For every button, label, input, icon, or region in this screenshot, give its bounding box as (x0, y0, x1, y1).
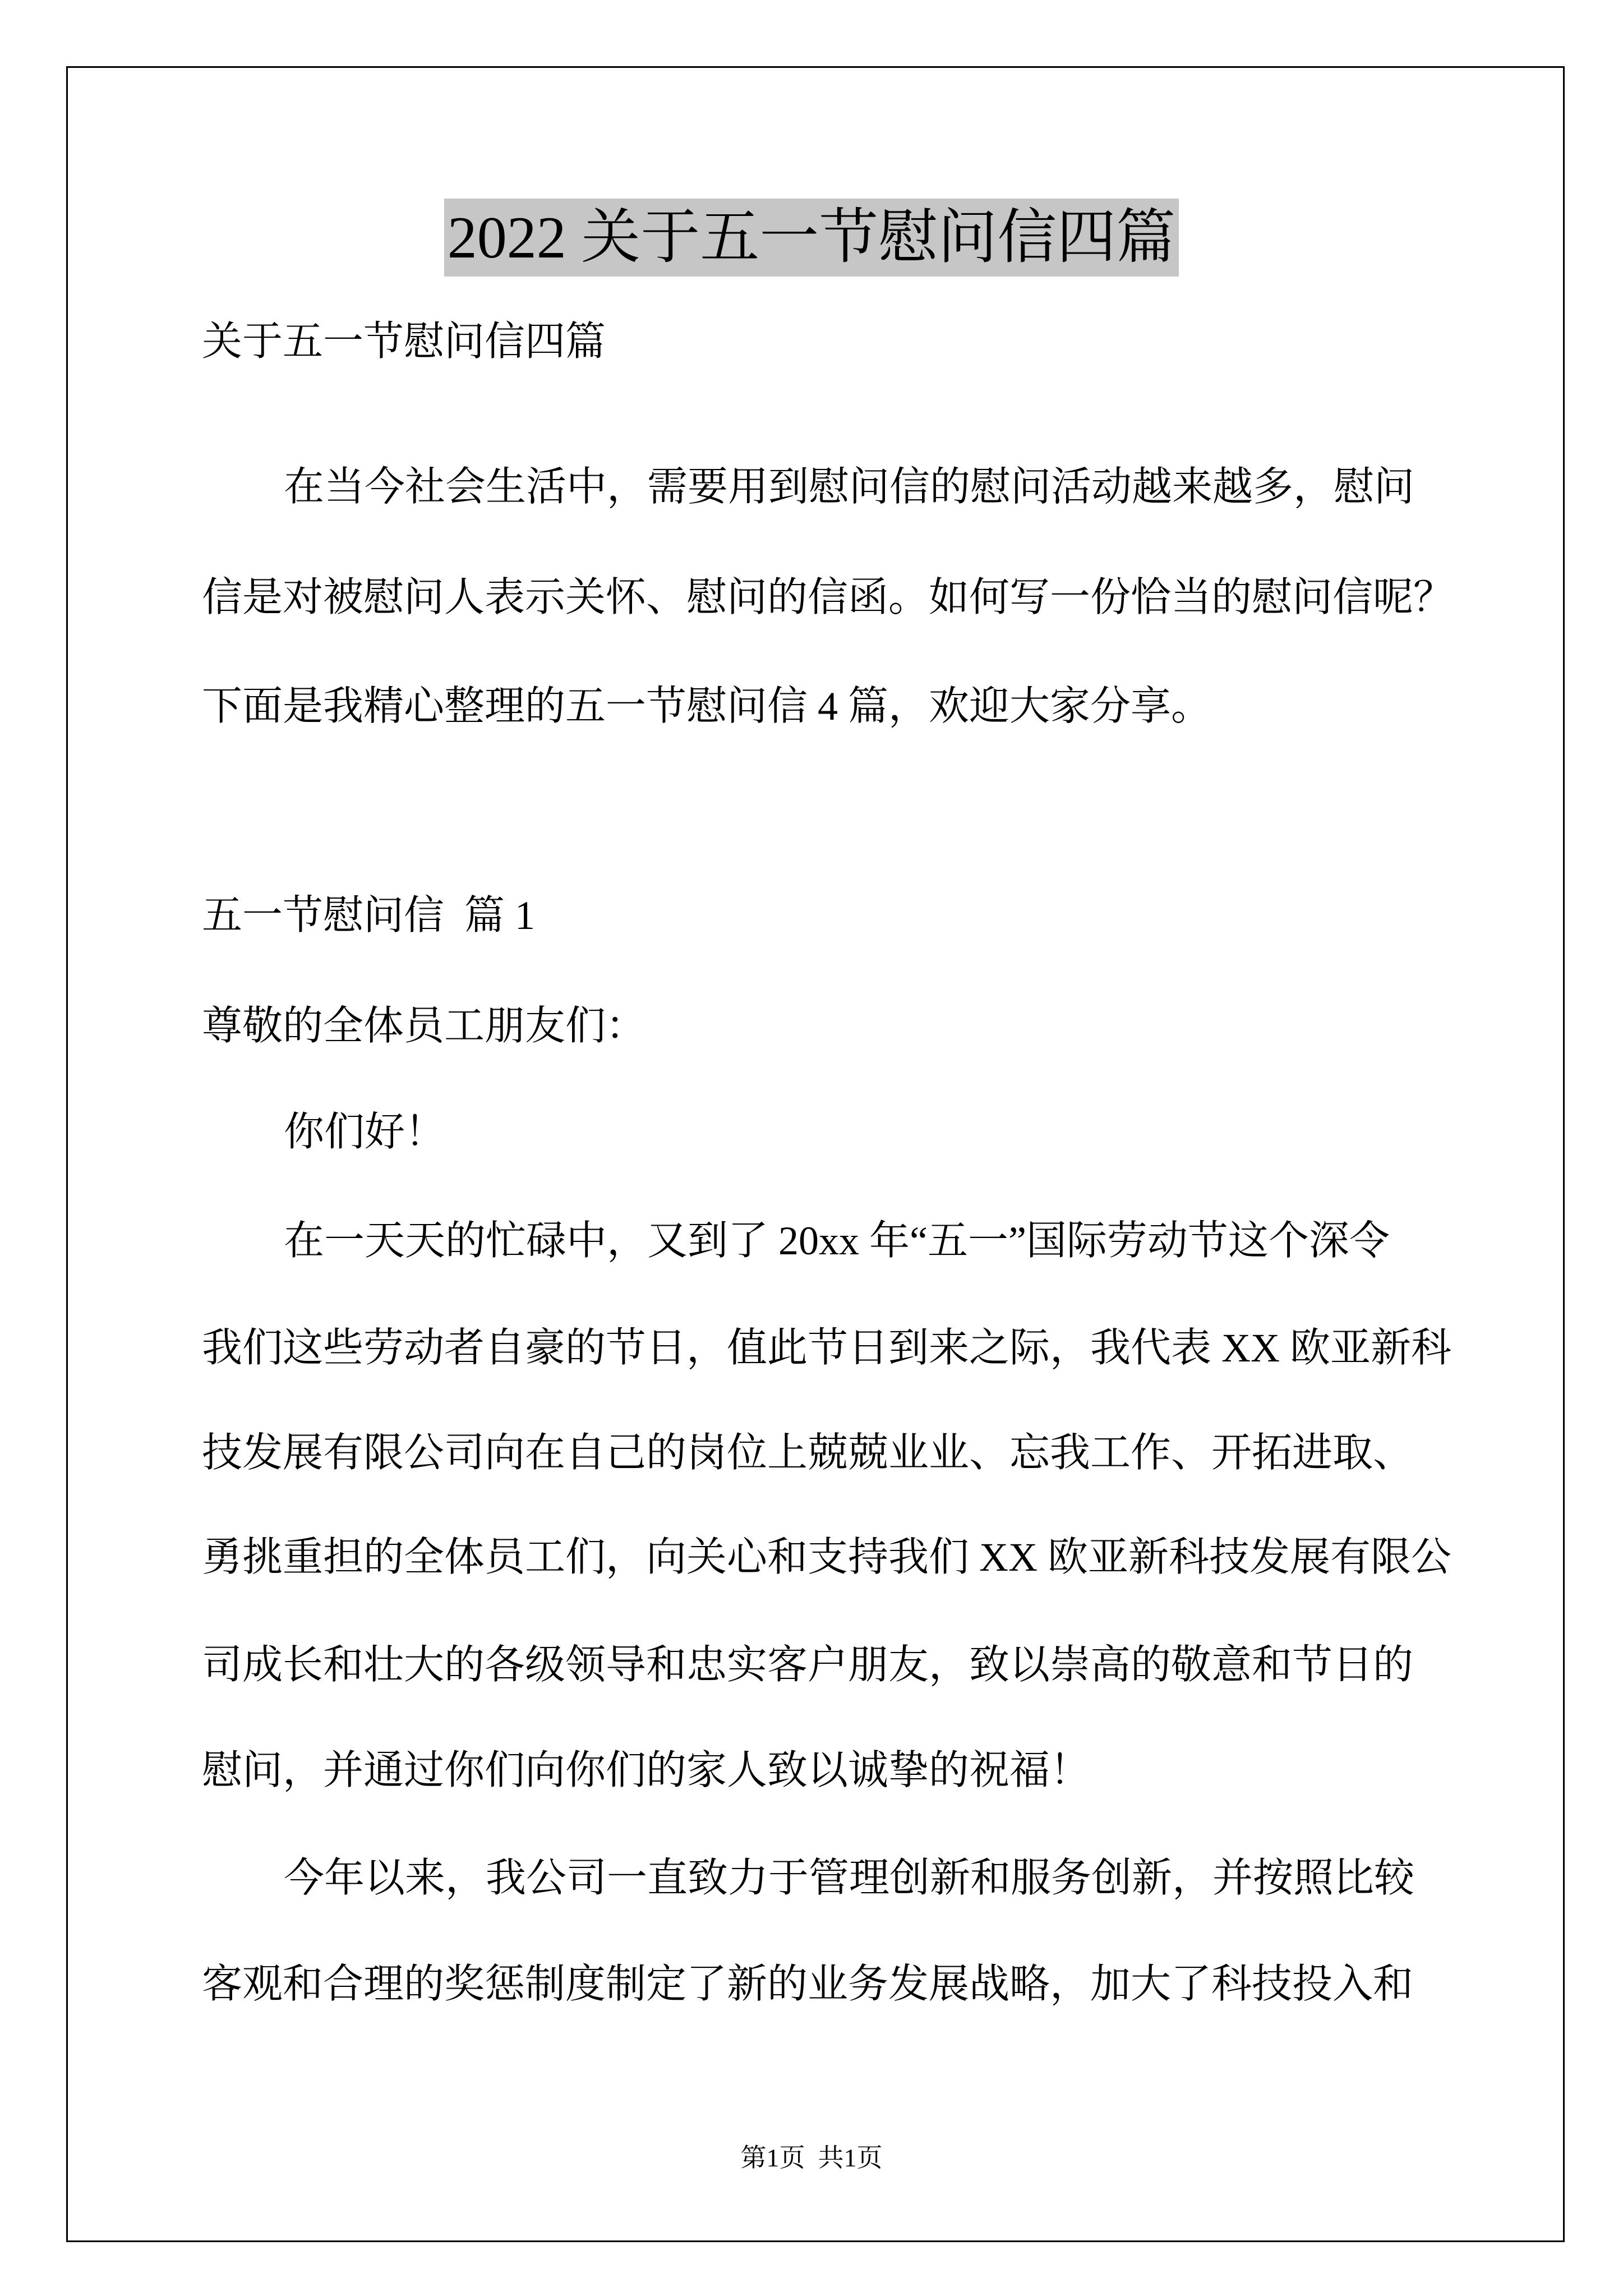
section-heading: 五一节慰问信 篇 1 (202, 893, 536, 938)
paragraph-line: 勇挑重担的全体员工们，向关心和支持我们 XX 欧亚新科技发展有限公 (202, 1535, 1451, 1580)
paragraph-line: 慰问，并通过你们向你们的家人致以诚挚的祝福！ (202, 1748, 1091, 1793)
paragraph-line: 我们这些劳动者自豪的节日，值此节日到来之际，我代表 XX 欧亚新科 (202, 1326, 1451, 1370)
document-title: 2022 关于五一节慰问信四篇 (444, 199, 1179, 277)
paragraph-line: 客观和合理的奖惩制度制定了新的业务发展战略，加大了科技投入和 (202, 1962, 1414, 2007)
page-number-footer: 第1页 共1页 (740, 2143, 883, 2172)
intro-line: 信是对被慰问人表示关怀、慰问的信函。如何写一份恰当的慰问信呢？ (202, 575, 1454, 620)
paragraph-line: 在一天天的忙碌中，又到了 20xx 年“五一”国际劳动节这个深令 (284, 1218, 1390, 1263)
intro-line: 在当今社会生活中，需要用到慰问信的慰问活动越来越多，慰问 (284, 464, 1415, 509)
letter-greeting: 你们好！ (284, 1110, 446, 1154)
paragraph-line: 技发展有限公司向在自己的岗位上兢兢业业、忘我工作、开拓进取、 (202, 1430, 1414, 1475)
title-container (0, 199, 1623, 277)
letter-salutation: 尊敬的全体员工朋友们： (202, 1004, 647, 1048)
document-subtitle: 关于五一节慰问信四篇 (202, 319, 606, 364)
intro-line: 下面是我精心整理的五一节慰问信 4 篇，欢迎大家分享。 (202, 684, 1212, 729)
paragraph-line: 司成长和壮大的各级领导和忠实客户朋友，致以崇高的敬意和节日的 (202, 1642, 1414, 1687)
paragraph-line: 今年以来，我公司一直致力于管理创新和服务创新，并按照比较 (284, 1856, 1415, 1901)
